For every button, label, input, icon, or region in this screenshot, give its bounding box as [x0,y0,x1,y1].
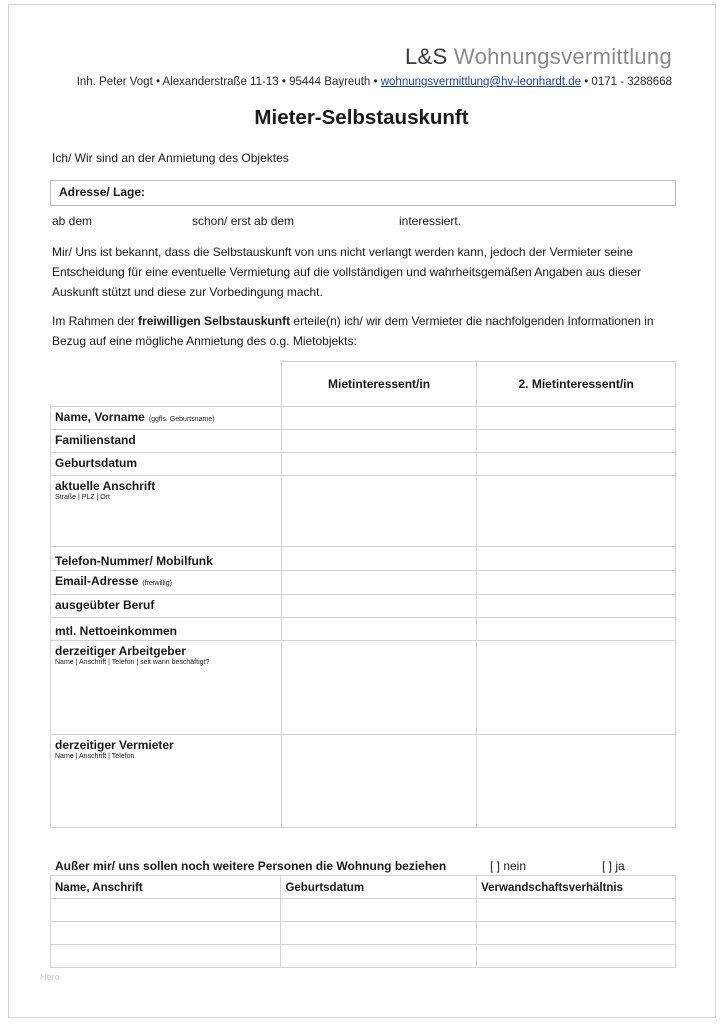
interest-label: interessiert. [399,214,462,228]
persons-table [50,875,676,968]
cell-email-1[interactable] [281,571,477,595]
persons-cell[interactable] [281,945,477,968]
persons-cell[interactable] [477,945,676,968]
row-label-arbeitgeber: derzeitiger Arbeitgeber Name | Anschrift | Telefon | seit wann beschäftigt? [51,641,282,735]
cell-arbeitgeber-1[interactable] [281,641,477,735]
cell-arbeitgeber-2[interactable] [477,641,676,735]
cell-netto-2[interactable] [477,618,676,641]
row-label-email: Email-Adresse (freiwillig) [51,571,282,595]
row-label-name: Name, Vorname (ggfls. Geburtsname) [51,407,282,430]
voluntary-paragraph [52,311,682,351]
persons-cell[interactable] [51,899,281,922]
cell-beruf-1[interactable] [281,595,477,618]
contact-line [77,76,672,88]
table-row [51,735,676,828]
cell-beruf-2[interactable] [477,595,676,618]
col-header-applicant-1: Mietinteressent/in [281,362,477,407]
row-label-netto: mtl. Nettoeinkommen [51,618,282,641]
table-row [51,945,676,968]
table-row [51,641,676,735]
cell-telefon-2[interactable] [477,547,676,571]
table-row [51,899,676,922]
row-label-anschrift: aktuelle Anschrift Straße | PLZ | Ort [51,476,282,547]
voluntary-text-before: Im Rahmen der [52,314,139,328]
table-row [51,571,676,595]
cell-vermieter-1[interactable] [281,735,477,828]
voluntary-text-bold: freiwilligen Selbstauskunft [138,314,291,328]
cell-name-1[interactable] [281,407,477,430]
additional-persons-question: Außer mir/ uns sollen noch weitere Personen die Wohnung beziehen [55,859,447,873]
persons-cell[interactable] [281,899,477,922]
cell-netto-1[interactable] [281,618,477,641]
faint-footer-mark: Hero [40,972,60,982]
cell-anschrift-1[interactable] [281,476,477,547]
disclaimer-paragraph: Mir/ Uns ist bekannt, dass die Selbstauskunft von uns nicht verlangt werden kann, jedoch der Vermieter seine Entscheidung für eine eventuelle Vermietung auf die vollständigen und wahrheitsgemäßen Angaben aus dieser Auskunft stützt und diese zur Vorbedingung macht. [52,245,642,299]
persons-cell[interactable] [477,922,676,945]
row-label-beruf: ausgeübter Beruf [51,595,282,618]
intro-text: Ich/ Wir sind an der Anmietung des Objektes [52,151,289,165]
persons-header-name: Name, Anschrift [51,876,281,899]
brand-name: Wohnungsvermittlung [453,44,672,69]
page-title: Mieter-Selbstauskunft [254,106,469,129]
brand-logo [405,44,672,70]
date-schon-label: schon/ erst ab dem [192,214,295,228]
option-yes-checkbox[interactable]: [ ] ja [602,859,625,873]
table-row [51,476,676,547]
persons-cell[interactable] [51,945,281,968]
date-ab-label: ab dem [52,214,93,228]
row-label-familienstand: Familienstand [51,430,282,453]
table-row [51,922,676,945]
address-field[interactable] [50,180,676,206]
cell-geburtsdatum-2[interactable] [477,453,676,476]
cell-familienstand-1[interactable] [281,430,477,453]
persons-cell[interactable] [477,899,676,922]
cell-familienstand-2[interactable] [477,430,676,453]
address-label: Adresse/ Lage: [59,185,146,199]
row-label-vermieter: derzeitiger Vermieter Name | Anschrift | Telefon [51,735,282,828]
persons-header-relation: Verwandschaftsverhältnis [477,876,676,899]
voluntary-text-after: erteile(n) ich/ wir dem Vermieter die nachfolgenden Informationen in Bezug auf eine mögliche Anmietung des o.g. Mietobjekts: [52,314,654,348]
option-no-checkbox[interactable]: [ ] nein [490,859,527,873]
row-label-geburtsdatum: Geburtsdatum [51,453,282,476]
table-row [51,453,676,476]
contact-phone: • 0171 - 3288668 [584,76,672,88]
cell-name-2[interactable] [477,407,676,430]
applicant-table [50,361,676,828]
cell-telefon-1[interactable] [281,547,477,571]
row-label-telefon: Telefon-Nummer/ Mobilfunk [51,547,282,571]
col-header-applicant-2: 2. Mietinteressent/in [477,362,676,407]
cell-anschrift-2[interactable] [477,476,676,547]
cell-vermieter-2[interactable] [477,735,676,828]
contact-email-link[interactable]: wohnungsvermittlung@hv-leonhardt.de [380,76,581,88]
persons-cell[interactable] [51,922,281,945]
cell-email-2[interactable] [477,571,676,595]
table-row [51,547,676,571]
cell-geburtsdatum-1[interactable] [281,453,477,476]
table-row [51,618,676,641]
contact-address: Inh. Peter Vogt • Alexanderstraße 11-13 • 95444 Bayreuth • [76,76,378,88]
table-row [51,407,676,430]
brand-initials: L&S [405,44,448,69]
table-row [51,595,676,618]
persons-cell[interactable] [281,922,477,945]
table-row [51,430,676,453]
table-corner [51,362,282,407]
persons-header-birthdate: Geburtsdatum [281,876,477,899]
